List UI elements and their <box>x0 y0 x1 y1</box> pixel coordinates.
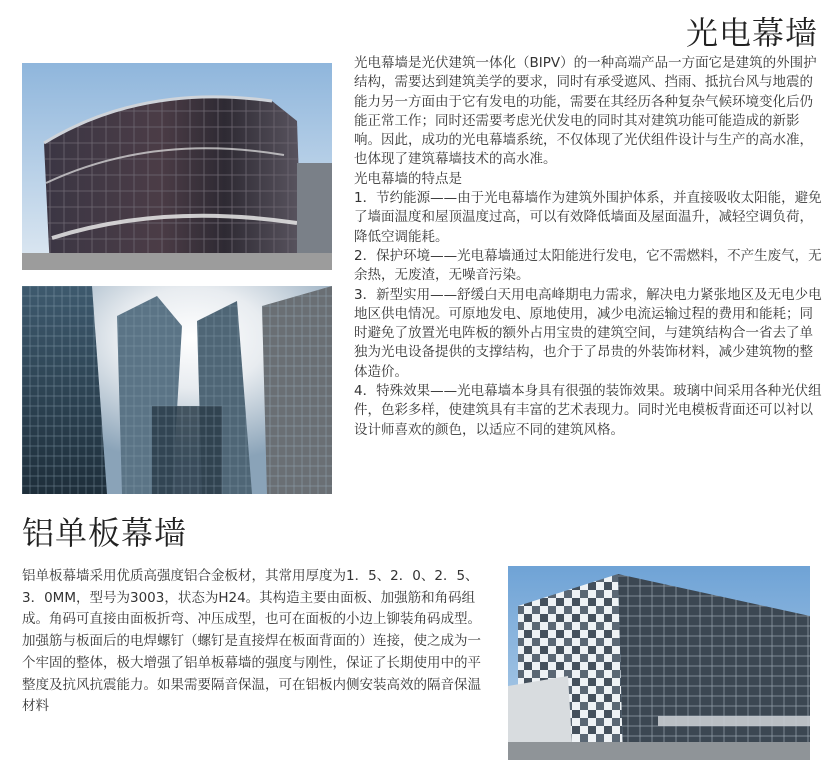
intro-paragraph: 光电幕墙是光伏建筑一体化（BIPV）的一种高端产品一方面它是建筑的外围护结构，需要达到建筑美学的要求，同时有承受遮风、挡雨、抵抗台风与地震的能力另一方面由于它有发电的功能，需要在其经历各种复杂气候环境变化后仍能正常工作；同时还需要考虑光伏发电的同时其对建筑功能可能造成的新影响。因此，成功的光电幕墙系统，不仅体现了光伏组件设计与生产的高水准，也体现了建筑幕墙技术的高水准。 <box>354 55 817 168</box>
photo-curved-glass-building <box>22 63 332 270</box>
photovoltaic-description <box>354 54 822 440</box>
section-title-photovoltaic-curtain-wall: 光电幕墙 <box>685 14 818 52</box>
aluminum-panel-description <box>22 566 488 718</box>
feature-item-1: 1．节约能源——由于光电幕墙作为建筑外围护体系，并直接吸收太阳能，避免了墙面温度和屋顶温度过高，可以有效降低墙面及屋面温升，减轻空调负荷，降低空调能耗。 <box>354 190 822 245</box>
features-heading: 光电幕墙的特点是 <box>354 170 462 187</box>
photo-checkered-panel-building <box>508 566 810 760</box>
feature-item-2: 2．保护环境——光电幕墙通过太阳能进行发电，它不需燃料，不产生废气，无余热，无废渣，无噪音污染。 <box>354 247 822 284</box>
section-title-aluminum-panel-curtain-wall: 铝单板幕墙 <box>22 514 188 552</box>
aluminum-body-paragraph: 铝单板幕墙采用优质高强度铝合金板材，其常用厚度为1．5、2．0、2．5、3．0MM，型号为3003，状态为H24。其构造主要由面板、加强筋和角码组成。角码可直接由面板折弯、冲压成型，也可在面板的小边上铆装角码成型。加强筋与板面后的电焊螺钉（螺钉是直接焊在板面背面的）连接，使之成为一个牢固的整体，极大增强了铝单板幕墙的强度与刚性，保证了长期使用中的平整度及抗风抗震能力。如果需要隔音保温，可在铝板内侧安装高效的隔音保温材料 <box>22 568 481 715</box>
photo-glass-skyscrapers <box>22 286 332 494</box>
feature-item-3: 3．新型实用——舒缓白天用电高峰期电力需求，解决电力紧张地区及无电少电地区供电情况。可原地发电、原地使用，减少电流运输过程的费用和能耗；同时避免了放置光电阵板的额外占用宝贵的建筑空间，与建筑结构合一省去了单独为光电设备提供的支撑结构，也介于了昂贵的外装饰材料，减少建筑物的整体造价。 <box>354 286 822 380</box>
feature-item-4: 4．特殊效果——光电幕墙本身具有很强的装饰效果。玻璃中间采用各种光伏组件，色彩多样，使建筑具有丰富的艺术表现力。同时光电模板背面还可以衬以设计师喜欢的颜色，以适应不同的建筑风格。 <box>354 383 822 438</box>
